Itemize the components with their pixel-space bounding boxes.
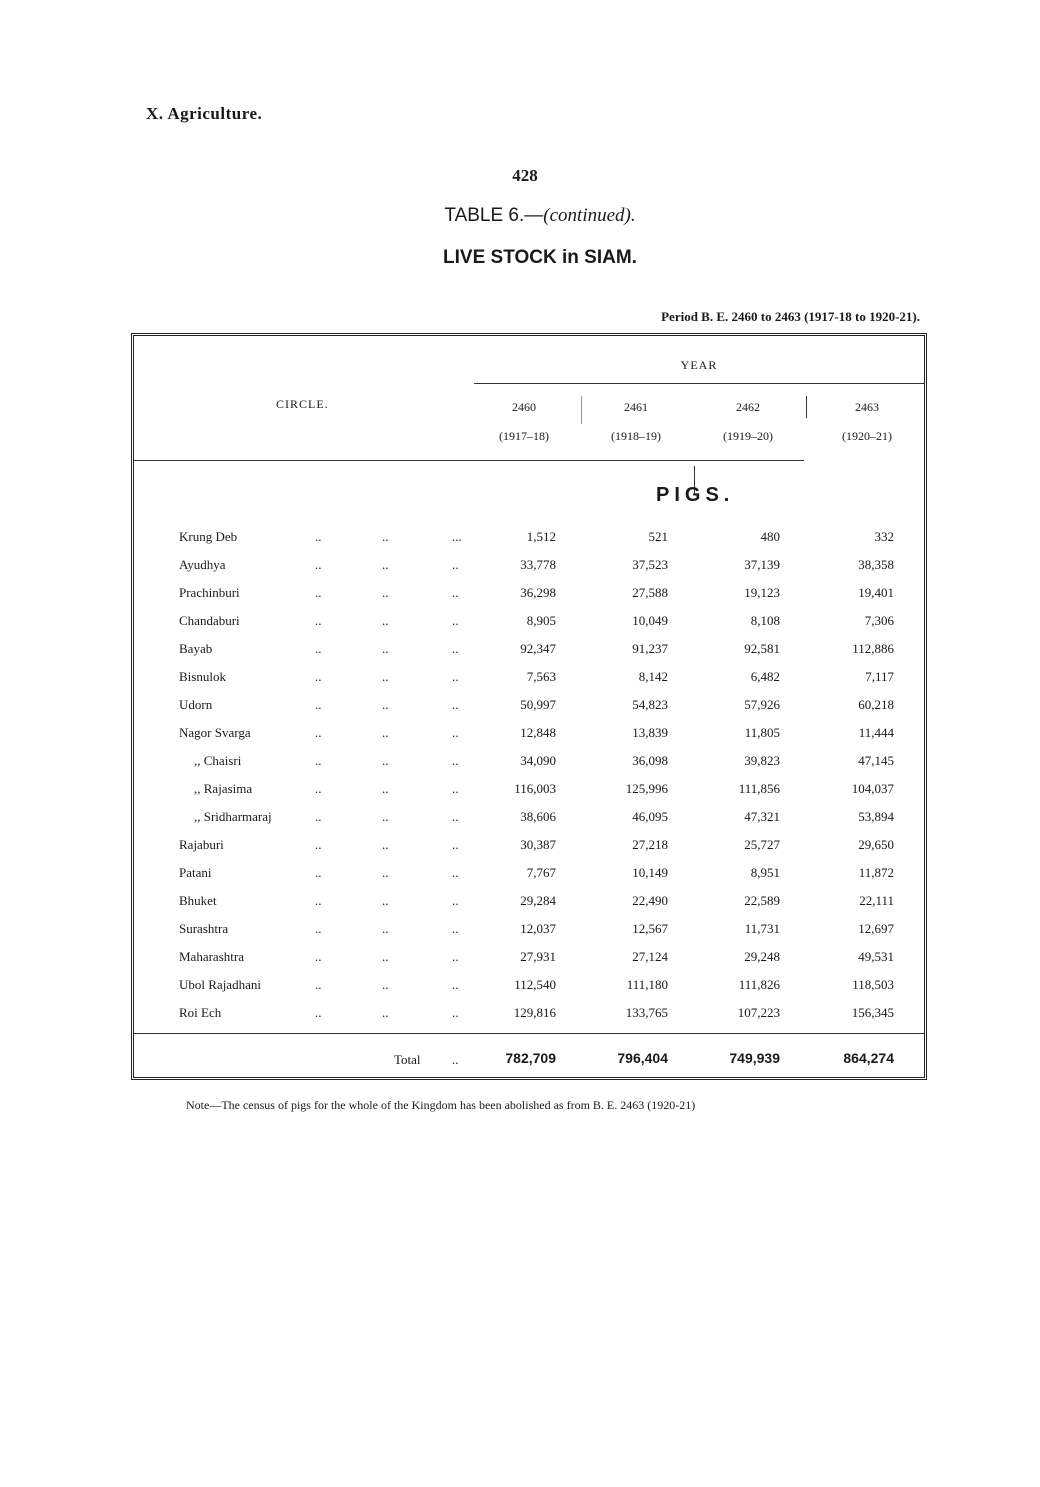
leader-dots: .. <box>315 1005 322 1020</box>
leader-dots: .. <box>315 697 322 712</box>
circle-name: Surashtra <box>179 921 229 936</box>
leader-dots: .. <box>315 921 322 936</box>
table-row <box>134 949 924 971</box>
cell-value: 111,826 <box>738 977 780 992</box>
circle-name: Maharashtra <box>179 949 244 964</box>
year-header: YEAR <box>680 358 718 372</box>
cell-value: 19,123 <box>744 585 780 600</box>
leader-dots: .. <box>452 613 459 628</box>
leader-dots: .. <box>452 837 459 852</box>
cell-value: 125,996 <box>625 781 668 796</box>
leader-dots: .. <box>382 697 389 712</box>
leader-dots: .. <box>452 557 459 572</box>
leader-dots: .. <box>382 753 389 768</box>
leader-dots: .. <box>382 669 389 684</box>
leader-dots: .. <box>452 641 459 656</box>
cell-value: 111,856 <box>738 781 780 796</box>
col-ce-2460: (1917–18) <box>499 429 549 443</box>
leader-dots: .. <box>382 641 389 656</box>
cell-value: 92,581 <box>744 641 780 656</box>
table-row <box>134 529 924 551</box>
page-number: 428 <box>512 166 538 185</box>
leader-dots: .. <box>382 529 389 544</box>
livestock-table <box>131 333 927 1080</box>
cell-value: 29,650 <box>858 837 894 852</box>
col-ce-2461: (1918–19) <box>611 429 661 443</box>
cell-value: 12,848 <box>520 725 556 740</box>
col-year-2461: 2461 <box>624 400 648 414</box>
leader-dots: .. <box>452 781 459 796</box>
leader-dots: ... <box>452 529 462 544</box>
cell-value: 57,926 <box>744 697 780 712</box>
cell-value: 27,931 <box>520 949 556 964</box>
circle-name: Ayudhya <box>179 557 226 572</box>
table-title <box>0 205 1040 227</box>
cell-value: 60,218 <box>858 697 894 712</box>
cell-value: 37,139 <box>744 557 780 572</box>
table-title-main: TABLE 6.— <box>444 205 544 226</box>
leader-dots: .. <box>315 949 322 964</box>
cell-value: 29,248 <box>744 949 780 964</box>
cell-value: 12,037 <box>520 921 556 936</box>
cell-value: 36,098 <box>632 753 668 768</box>
leader-dots: .. <box>452 977 459 992</box>
circle-name: Krung Deb <box>179 529 238 544</box>
cell-value: 25,727 <box>744 837 780 852</box>
cell-value: 129,816 <box>513 1005 556 1020</box>
table-title-continued: (continued). <box>543 205 636 226</box>
cell-value: 12,697 <box>858 921 894 936</box>
table-row <box>134 697 924 719</box>
table-row <box>134 837 924 859</box>
circle-name: Udorn <box>179 697 213 712</box>
leader-dots: .. <box>382 949 389 964</box>
leader-dots: .. <box>315 837 322 852</box>
cell-value: 111,180 <box>626 977 668 992</box>
leader-dots: .. <box>452 585 459 600</box>
total-2463: 864,274 <box>843 1050 894 1066</box>
cell-value: 7,306 <box>864 613 894 628</box>
group-label-pigs: PIGS. <box>656 484 735 506</box>
table-row <box>134 1005 924 1027</box>
cell-value: 107,223 <box>737 1005 780 1020</box>
header-rule-bottom <box>134 460 804 461</box>
cell-value: 11,872 <box>858 865 894 880</box>
section-heading: X. Agriculture. <box>146 104 263 123</box>
cell-value: 112,886 <box>852 641 894 656</box>
cell-value: 10,149 <box>632 865 668 880</box>
cell-value: 47,321 <box>744 809 780 824</box>
cell-value: 133,765 <box>625 1005 668 1020</box>
leader-dots: .. <box>315 753 322 768</box>
period-caption: Period B. E. 2460 to 2463 (1917-18 to 1920-21). <box>661 309 920 324</box>
cell-value: 11,731 <box>744 921 780 936</box>
leader-dots: .. <box>452 697 459 712</box>
circle-name: Patani <box>179 865 212 880</box>
table-row <box>134 669 924 691</box>
total-2461: 796,404 <box>617 1050 668 1066</box>
table-row <box>134 809 924 831</box>
cell-value: 46,095 <box>632 809 668 824</box>
circle-name: Bayab <box>179 641 213 656</box>
cell-value: 10,049 <box>632 613 668 628</box>
cell-value: 6,482 <box>750 669 780 684</box>
table-row <box>134 613 924 635</box>
cell-value: 8,905 <box>526 613 556 628</box>
leader-dots: .. <box>315 977 322 992</box>
leader-dots: .. <box>315 613 322 628</box>
cell-value: 39,823 <box>744 753 780 768</box>
cell-value: 34,090 <box>520 753 556 768</box>
table-subtitle: LIVE STOCK in SIAM. <box>443 247 637 268</box>
cell-value: 156,345 <box>851 1005 894 1020</box>
circle-name: Rajaburi <box>179 837 224 852</box>
leader-dots: .. <box>315 893 322 908</box>
cell-value: 22,589 <box>744 893 780 908</box>
cell-value: 112,540 <box>514 977 556 992</box>
table-row <box>134 977 924 999</box>
leader-dots: .. <box>382 725 389 740</box>
leader-dots: .. <box>315 809 322 824</box>
cell-value: 22,490 <box>632 893 668 908</box>
leader-dots: .. <box>315 725 322 740</box>
cell-value: 91,237 <box>632 641 668 656</box>
col-ce-2462: (1919–20) <box>723 429 773 443</box>
leader-dots: .. <box>315 585 322 600</box>
col-year-2462: 2462 <box>736 400 760 414</box>
cell-value: 49,531 <box>858 949 894 964</box>
leader-dots: .. <box>315 781 322 796</box>
leader-dots: .. <box>452 753 459 768</box>
leader-dots: .. <box>382 809 389 824</box>
cell-value: 332 <box>874 529 894 544</box>
cell-value: 118,503 <box>852 977 894 992</box>
table-row <box>134 865 924 887</box>
circle-name: Nagor Svarga <box>179 725 251 740</box>
cell-value: 50,997 <box>520 697 556 712</box>
leader-dots: .. <box>382 557 389 572</box>
circle-name: Ubol Rajadhani <box>179 977 261 992</box>
footnote: Note—The census of pigs for the whole of the Kingdom has been abolished as from B. E. 2463 (1920-21) <box>186 1098 696 1112</box>
leader-dots: .. <box>382 921 389 936</box>
cell-value: 8,108 <box>750 613 780 628</box>
circle-header: CIRCLE. <box>276 397 329 411</box>
cell-value: 36,298 <box>520 585 556 600</box>
table-row <box>134 921 924 943</box>
table-row <box>134 557 924 579</box>
cell-value: 92,347 <box>520 641 556 656</box>
cell-value: 19,401 <box>858 585 894 600</box>
cell-value: 8,951 <box>750 865 780 880</box>
leader-dots: .. <box>452 921 459 936</box>
circle-name: ,, Rajasima <box>194 781 253 796</box>
circle-name: Bhuket <box>179 893 217 908</box>
cell-value: 7,767 <box>526 865 556 880</box>
cell-value: 1,512 <box>526 529 556 544</box>
cell-value: 480 <box>760 529 780 544</box>
column-rule-3 <box>806 396 807 418</box>
cell-value: 7,117 <box>865 669 894 684</box>
leader-dots: .. <box>315 669 322 684</box>
cell-value: 116,003 <box>514 781 556 796</box>
leader-dots: .. <box>452 725 459 740</box>
col-year-2460: 2460 <box>512 400 536 414</box>
cell-value: 521 <box>648 529 668 544</box>
table-row <box>134 641 924 663</box>
leader-dots: .. <box>452 949 459 964</box>
cell-value: 12,567 <box>632 921 668 936</box>
table-row <box>134 585 924 607</box>
leader-dots: .. <box>382 781 389 796</box>
cell-value: 27,124 <box>632 949 668 964</box>
leader-dots: .. <box>452 865 459 880</box>
total-2462: 749,939 <box>729 1050 780 1066</box>
cell-value: 54,823 <box>632 697 668 712</box>
col-ce-2463: (1920–21) <box>842 429 892 443</box>
cell-value: 11,444 <box>858 725 894 740</box>
cell-value: 27,588 <box>632 585 668 600</box>
total-label: Total <box>394 1052 421 1067</box>
cell-value: 8,142 <box>638 669 668 684</box>
circle-name: Bisnulok <box>179 669 226 684</box>
circle-name: Roi Ech <box>179 1005 222 1020</box>
table-row <box>134 725 924 747</box>
cell-value: 38,358 <box>858 557 894 572</box>
cell-value: 104,037 <box>851 781 894 796</box>
total-dots: .. <box>452 1052 459 1067</box>
leader-dots: .. <box>452 1005 459 1020</box>
circle-name: Chandaburi <box>179 613 240 628</box>
leader-dots: .. <box>452 893 459 908</box>
cell-value: 53,894 <box>858 809 894 824</box>
cell-value: 38,606 <box>520 809 556 824</box>
leader-dots: .. <box>382 1005 389 1020</box>
circle-name: ,, Chaisri <box>194 753 242 768</box>
leader-dots: .. <box>315 641 322 656</box>
leader-dots: .. <box>382 613 389 628</box>
cell-value: 29,284 <box>520 893 556 908</box>
header-rule-year <box>474 383 924 384</box>
circle-name: ,, Sridharmaraj <box>194 809 272 824</box>
total-2460: 782,709 <box>505 1050 556 1066</box>
leader-dots: .. <box>315 865 322 880</box>
cell-value: 30,387 <box>520 837 556 852</box>
leader-dots: .. <box>382 837 389 852</box>
leader-dots: .. <box>382 977 389 992</box>
cell-value: 13,839 <box>632 725 668 740</box>
leader-dots: .. <box>315 557 322 572</box>
leader-dots: .. <box>315 529 322 544</box>
cell-value: 7,563 <box>526 669 556 684</box>
leader-dots: .. <box>382 865 389 880</box>
leader-dots: .. <box>382 585 389 600</box>
column-rule-1 <box>581 396 582 424</box>
leader-dots: .. <box>382 893 389 908</box>
total-rule <box>134 1033 924 1034</box>
cell-value: 37,523 <box>632 557 668 572</box>
cell-value: 33,778 <box>520 557 556 572</box>
table-row <box>134 893 924 915</box>
cell-value: 47,145 <box>858 753 894 768</box>
table-row <box>134 781 924 803</box>
circle-name: Prachinburi <box>179 585 240 600</box>
cell-value: 11,805 <box>744 725 780 740</box>
leader-dots: .. <box>452 669 459 684</box>
table-row <box>134 753 924 775</box>
leader-dots: .. <box>452 809 459 824</box>
cell-value: 22,111 <box>859 893 894 908</box>
col-year-2463: 2463 <box>855 400 879 414</box>
cell-value: 27,218 <box>632 837 668 852</box>
